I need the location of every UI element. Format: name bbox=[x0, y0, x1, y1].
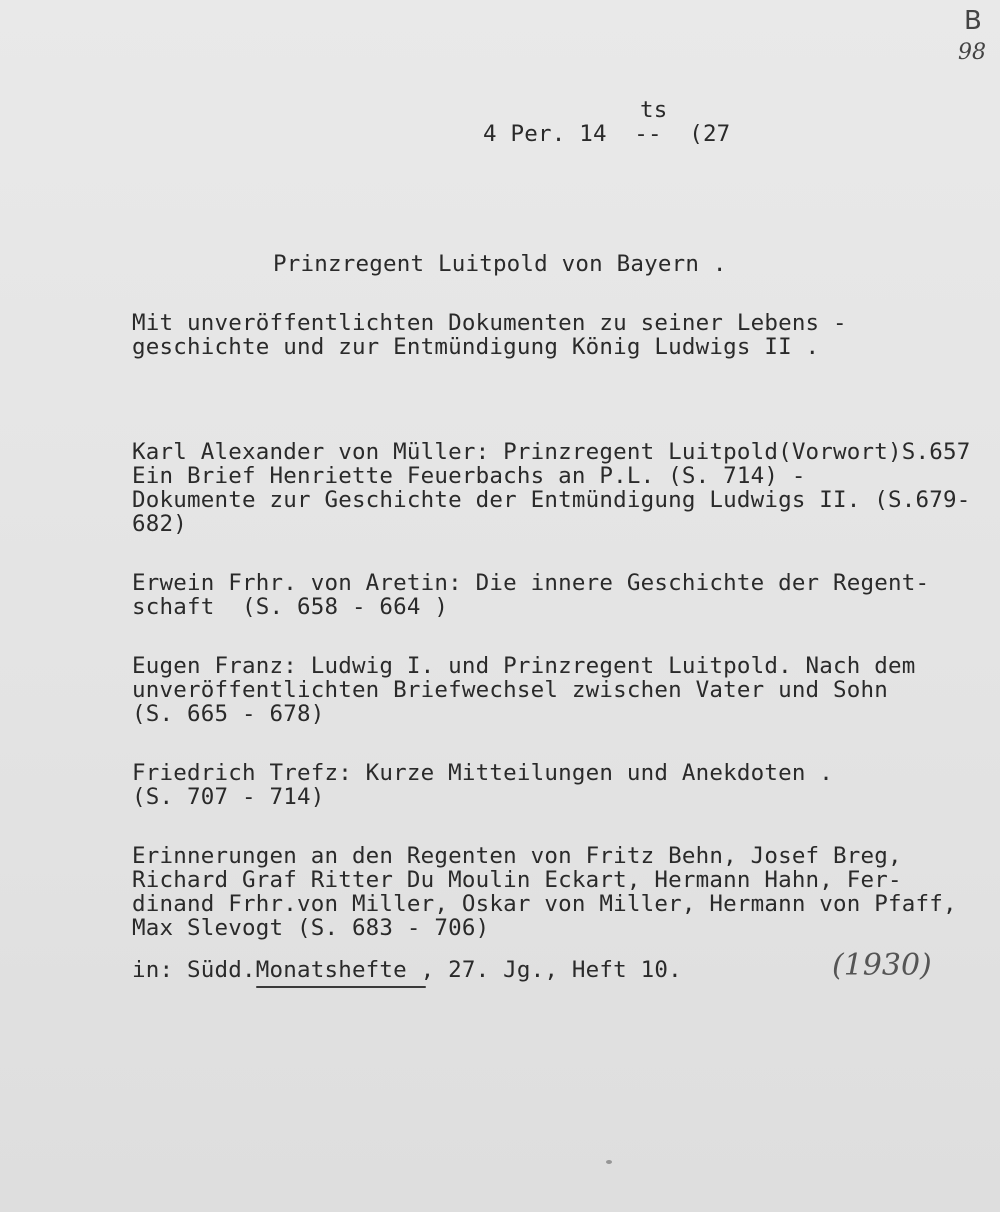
entry-line: (S. 707 - 714) bbox=[132, 784, 325, 810]
entry-line: unveröffentlichten Briefwechsel zwischen Vater und Sohn bbox=[132, 677, 889, 703]
source-citation: in: Südd.Monatshefte , 27. Jg., Heft 10. bbox=[132, 957, 682, 983]
entry-line: Ein Brief Henriette Feuerbachs an P.L. (S. 714) - bbox=[132, 463, 806, 489]
entry-line: dinand Frhr.von Miller, Oskar von Miller, Hermann von Pfaff, bbox=[132, 891, 957, 917]
entry-line: (S. 665 - 678) bbox=[132, 701, 325, 727]
entry-line: Erinnerungen an den Regenten von Fritz Behn, Josef Breg, bbox=[132, 843, 902, 869]
entry-line: Karl Alexander von Müller: Prinzregent Luitpold(Vorwort)S.657 bbox=[132, 439, 971, 465]
subtitle-line: Mit unveröffentlichten Dokumenten zu seiner Lebens - bbox=[132, 310, 847, 336]
page-title: Prinzregent Luitpold von Bayern . bbox=[273, 251, 727, 277]
corner-note-number: 98 bbox=[958, 40, 986, 65]
corner-note-letter: B bbox=[964, 6, 982, 36]
entry-line: Eugen Franz: Ludwig I. und Prinzregent Luitpold. Nach dem bbox=[132, 653, 916, 679]
subtitle-line: geschichte und zur Entmündigung König Ludwigs II . bbox=[132, 334, 820, 360]
entry-line: 682) bbox=[132, 511, 187, 537]
entry-line: Richard Graf Ritter Du Moulin Eckart, Hermann Hahn, Fer- bbox=[132, 867, 902, 893]
entry-line: schaft (S. 658 - 664 ) bbox=[132, 594, 449, 620]
journal-underline bbox=[256, 986, 426, 988]
entry-line: Friedrich Trefz: Kurze Mitteilungen und Anekdoten . bbox=[132, 760, 834, 786]
shelfmark: 4 Per. 14 -- (27 bbox=[483, 121, 731, 147]
ink-mark bbox=[606, 1160, 612, 1164]
entry-line: Dokumente zur Geschichte der Entmündigung Ludwigs II. (S.679- bbox=[132, 487, 971, 513]
entry-line: Max Slevogt (S. 683 - 706) bbox=[132, 915, 490, 941]
handwritten-year: (1930) bbox=[832, 948, 932, 983]
shelfmark-superscript: ts bbox=[640, 97, 668, 123]
entry-line: Erwein Frhr. von Aretin: Die innere Geschichte der Regent- bbox=[132, 570, 930, 596]
